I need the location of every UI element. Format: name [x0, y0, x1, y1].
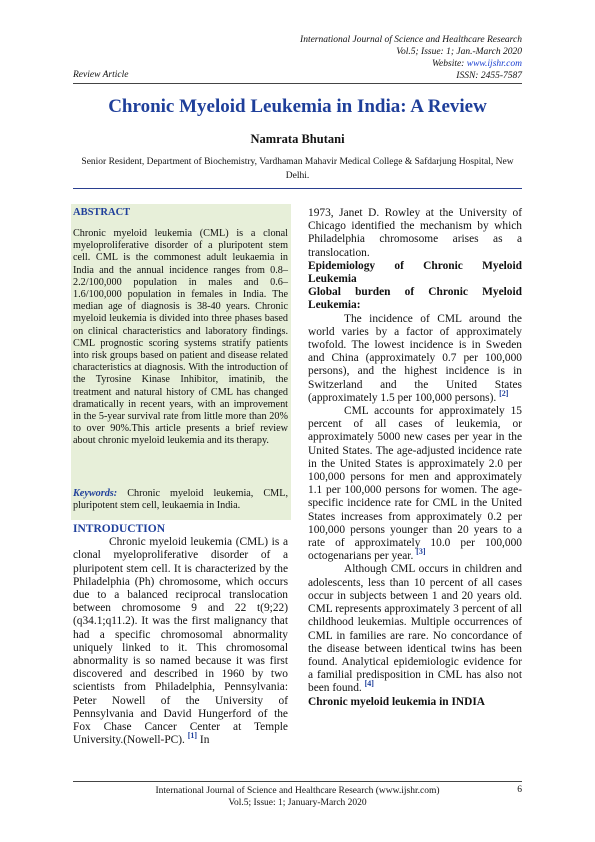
citation-4[interactable]: [4]	[364, 679, 374, 689]
incidence-text: The incidence of CML around the world varies by a factor of approximately twofold. The lowest incidence is in Sweden and China (approximately 0.7 per 100,000 persons), and the highest incidence is in Switzerland and the United States (approximately 1.5 per 100,000 persons).	[308, 312, 522, 404]
incidence-paragraph	[308, 313, 522, 405]
journal-volume: Vol.5; Issue: 1; Jan.-March 2020	[396, 47, 522, 57]
footer-divider	[73, 781, 522, 782]
abstract-text: Chronic myeloid leukemia (CML) is a clonal myeloproliferative disorder of a pluripotent stem cell. CML is the commonest adult leukaemia in India and the annual incidence ranges from 0.8–2.2/100,000 population in males and 0.6–1.6/100,000 population in females in India. The median age of diagnosis is 38-40 years. Chronic myeloid leukemia is divided into three phases based on clinical characteristics and laboratory findings. CML prognostic scoring systems stratify patients into risk groups based on patient and disease related characteristics at diagnosis. With the introduction of the Tyrosine Kinase Inhibitor, imatinib, the treatment and natural history of CML has changed dramatically in recent years, with an improvement in the 5-year survival rate from little more than 20% to over 90%.This article presents a brief review about chronic myeloid leukemia and its therapy.	[73, 228, 288, 447]
citation-1[interactable]: [1]	[187, 731, 198, 741]
page-number: 6	[517, 785, 522, 795]
header-divider	[73, 83, 522, 84]
website-link[interactable]: www.ijshr.com	[466, 59, 522, 69]
abstract-heading: ABSTRACT	[73, 207, 131, 218]
article-type: Review Article	[73, 70, 129, 80]
children-paragraph	[308, 563, 522, 695]
introduction-tail: In	[197, 734, 210, 747]
author-affiliation: Senior Resident, Department of Biochemistry, Vardhaman Mahavir Medical College & Safdarjung Hospital, New Delhi.	[81, 157, 514, 181]
keywords-text: Chronic myeloid leukemia, CML, pluripotent stem cell, leukaemia in India.	[73, 488, 288, 512]
global-burden-heading: Global burden of Chronic Myeloid Leukemia:	[308, 286, 522, 312]
citation-2[interactable]: [2]	[499, 389, 509, 399]
paper-title: Chronic Myeloid Leukemia in India: A Review	[108, 96, 487, 117]
keywords	[73, 488, 288, 512]
footer-volume: Vol.5; Issue: 1; January-March 2020	[228, 798, 367, 808]
journal-name: International Journal of Science and Healthcare Research	[300, 35, 522, 45]
introduction-text: Chronic myeloid leukemia (CML) is a clonal myeloproliferative disorder of a pluripotent stem cell. It is characterized by the Philadelphia (Ph) chromosome, which occurs due to a balanced reciprocal translocation between chromosome 9 and 22 t(9;22)(q34.1;q11.2). It was the first malignancy that had a specific chromosomal abnormality uniquely linked to it. This chromosomal abnormality is so named because it was first discovered and described in 1960 by two scientists from Philadelphia, Pennsylvania: Peter Nowell of the University of Pennsylvania and David Hungerford of the Fox Chase Cancer Center at Temple University.(Nowell-PC).	[73, 536, 288, 747]
introduction-paragraph	[73, 536, 288, 747]
us-rates-paragraph	[308, 405, 522, 563]
india-heading: Chronic myeloid leukemia in INDIA	[308, 695, 485, 708]
issn: ISSN: 2455-7587	[456, 71, 522, 81]
keywords-label: Keywords:	[73, 488, 118, 499]
children-text: Although CML occurs in children and adolescents, less than 10 percent of all cases occur in subjects between 1 and 20 years old. CML represents approximately 3 percent of all childhood leukemias. Multiple occurrences of CML in families are rare. No concordance of the disease between identical twins has been found. Analytical epidemiologic evidence for a familial predisposition in CML has also not been found.	[308, 563, 522, 695]
author-name: Namrata Bhutani	[250, 132, 345, 146]
title-divider	[73, 188, 522, 189]
rowley-continuation: 1973, Janet D. Rowley at the University of Chicago identified the mechanism by which Philadelphia chromosome arises as a translocation.	[308, 207, 522, 259]
us-rates-text: CML accounts for approximately 15 percent of all cases of leukemia, or approximately 5000 new cases per year in the United States. The age-adjusted incidence rate in the United States is approximately 2.0 per 100,000 persons for men and approximately 1.1 per 100,000 persons for women. The age-specific incidence rate for CML in the United States increases from approximately 0.2 per 100,000 persons younger than 20 years to a rate of approximately 10.0 per 100,000 octogenarians per year.	[308, 405, 522, 563]
right-column	[308, 207, 522, 709]
website-label: Website:	[431, 59, 467, 69]
citation-3[interactable]: [3]	[416, 547, 426, 557]
journal-website	[432, 58, 522, 70]
introduction-heading: INTRODUCTION	[73, 523, 166, 535]
footer	[0, 785, 595, 809]
introduction-section	[73, 523, 288, 747]
epidemiology-heading: Epidemiology of Chronic Myeloid Leukemia	[308, 259, 522, 286]
footer-journal: International Journal of Science and Healthcare Research (www.ijshr.com)	[155, 786, 440, 796]
